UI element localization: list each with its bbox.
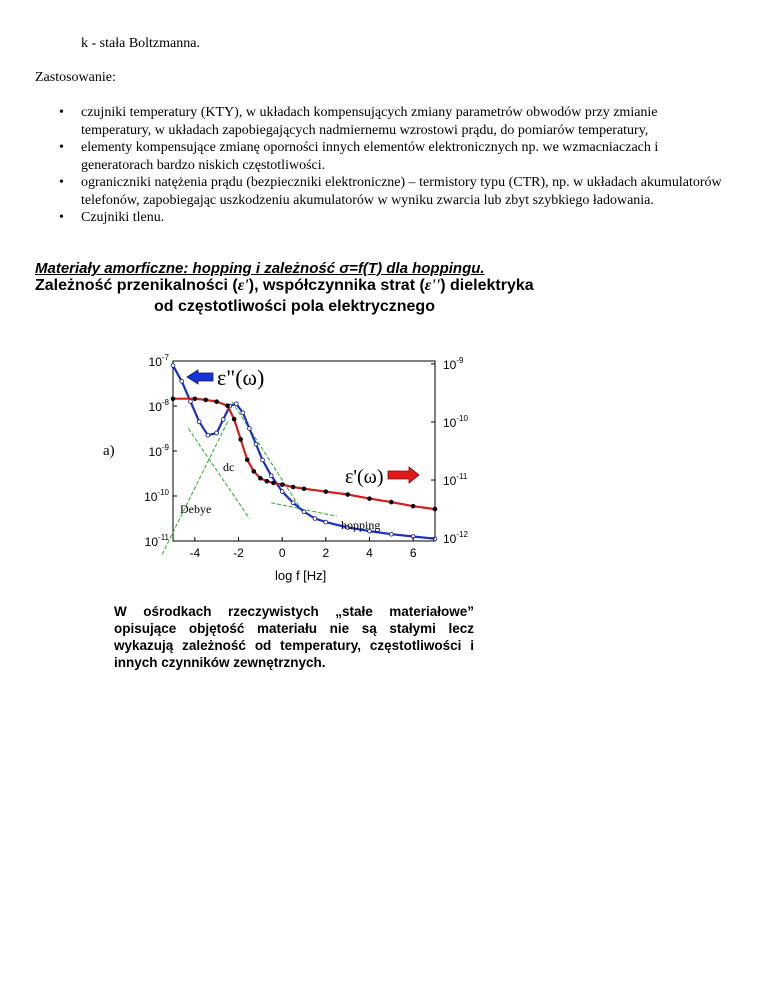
permittivity-data-point bbox=[265, 479, 269, 483]
permittivity-data-point bbox=[302, 487, 306, 491]
figure-title-part: Zależność przenikalności ( bbox=[35, 277, 238, 294]
section-title: Materiały amorficzne: hopping i zależność σ=f(T) dla hoppingu. bbox=[35, 260, 485, 277]
list-item-text: czujniki temperatury (KTY), w układach kompensujących zmiany parametrów obwodów przy zmianie temperatury, w układach zapobiegających nadmiernemu wzrostowi prądu, do pomiarów temperatury, bbox=[81, 105, 658, 138]
permittivity-data-point bbox=[258, 476, 262, 480]
list-item bbox=[55, 139, 725, 174]
left-y-axis bbox=[144, 353, 177, 549]
right-y-tick-label: $10^{-11}$ bbox=[443, 472, 468, 489]
right-arrow-icon bbox=[388, 467, 419, 483]
permittivity-data-point bbox=[411, 504, 415, 508]
figure-title-line-2: od częstotliwości pola elektrycznego bbox=[154, 298, 435, 315]
x-axis bbox=[189, 537, 416, 560]
left-y-tick-label: $10^{-11}$ bbox=[144, 533, 169, 549]
loss-data-point bbox=[254, 442, 258, 446]
panel-label: a) bbox=[103, 443, 115, 459]
bullet-icon: • bbox=[59, 210, 64, 225]
permittivity-data-point bbox=[272, 481, 276, 485]
permittivity-data-point bbox=[239, 437, 243, 441]
debye-label: Debye bbox=[180, 502, 212, 516]
permittivity-data-point bbox=[368, 497, 372, 501]
right-y-tick-label: $10^{-12}$ bbox=[443, 530, 468, 547]
applications-list bbox=[55, 104, 725, 227]
loss-data-point bbox=[241, 411, 245, 415]
loss-data-point bbox=[324, 520, 328, 524]
permittivity-data-point bbox=[215, 400, 219, 404]
bullet-icon: • bbox=[59, 105, 64, 120]
fit-lines bbox=[162, 402, 337, 555]
fit-line-debye bbox=[162, 422, 227, 555]
permittivity-curve bbox=[173, 399, 435, 509]
loss-data-point bbox=[280, 490, 284, 494]
x-tick-label: 0 bbox=[278, 546, 286, 560]
permittivity-curve-label: ε'(ω) bbox=[345, 466, 384, 488]
left-y-tick-label: $10^{-8}$ bbox=[148, 398, 169, 414]
left-arrow-icon bbox=[187, 370, 213, 384]
permittivity-data-point bbox=[346, 493, 350, 497]
list-item bbox=[55, 209, 725, 227]
permittivity-data-point bbox=[389, 500, 393, 504]
permittivity-data-point bbox=[204, 398, 208, 402]
x-axis-label: log f [Hz] bbox=[275, 568, 327, 583]
figure-title-part: ) dielektryka bbox=[440, 277, 534, 294]
list-item-text: ograniczniki natężenia prądu (bezpieczniki elektroniczne) – termistory typu (CTR), np. w układach akumulatorów telefonów, zapobiegając uszkodzeniu akumulatorów w wyniku zwarcia lub zbyt szybkiego ładowania. bbox=[81, 175, 722, 208]
loss-data-point bbox=[234, 402, 238, 406]
right-y-tick-label: $10^{-9}$ bbox=[443, 355, 464, 372]
permittivity-data-point bbox=[280, 483, 284, 487]
loss-data-point bbox=[313, 517, 317, 521]
permittivity-data-point bbox=[324, 490, 328, 494]
figure-caption: W ośrodkach rzeczywistych „stałe materiałowe” opisujące objętość materiału nie są stałymi lecz wykazują zależność od temperatury, częstotliwości i innych czynników zewnętrznych. bbox=[114, 604, 474, 670]
applications-heading: Zastosowanie: bbox=[35, 70, 116, 85]
loss-data-point bbox=[433, 537, 437, 541]
permittivity-data-point bbox=[433, 507, 437, 511]
right-y-axis bbox=[431, 356, 468, 546]
permittivity-data-point bbox=[193, 397, 197, 401]
loss-data-point bbox=[221, 418, 225, 422]
list-item-text: elementy kompensujące zmianę oporności innych elementów elektronicznych np. we wzmacniaczach i generatorach bardzo niskich częstotliwości. bbox=[81, 140, 659, 173]
loss-curve-label: ε"(ω) bbox=[217, 365, 265, 390]
left-y-tick-label: $10^{-9}$ bbox=[148, 443, 169, 459]
loss-data-point bbox=[206, 433, 210, 437]
permittivity-data-point bbox=[245, 458, 249, 462]
permittivity-data-point bbox=[226, 404, 230, 408]
loss-data-point bbox=[189, 400, 193, 404]
loss-data-point bbox=[261, 458, 265, 462]
loss-data-point bbox=[171, 364, 175, 368]
x-tick-label: 4 bbox=[366, 546, 373, 560]
left-y-tick-label: $10^{-10}$ bbox=[144, 488, 169, 504]
loss-data-point bbox=[291, 501, 295, 505]
right-y-tick-label: $10^{-10}$ bbox=[443, 413, 468, 430]
list-item bbox=[55, 174, 725, 209]
hopping-label: hopping bbox=[341, 518, 381, 532]
bullet-icon: • bbox=[59, 175, 64, 190]
permittivity-symbol: ε' bbox=[237, 277, 249, 294]
loss-data-point bbox=[197, 420, 201, 424]
loss-data-point bbox=[302, 510, 306, 514]
dielectric-chart bbox=[95, 340, 495, 590]
x-tick-label: -2 bbox=[233, 546, 244, 560]
figure-title-part: ), współczynnika strat ( bbox=[248, 277, 425, 294]
loss-data-point bbox=[248, 427, 252, 431]
loss-data-point bbox=[180, 379, 184, 383]
bullet-icon: • bbox=[59, 140, 64, 155]
left-y-tick-label: $10^{-7}$ bbox=[148, 353, 169, 369]
dc-label: dc bbox=[223, 460, 235, 474]
permittivity-data-point bbox=[232, 417, 236, 421]
boltzmann-constant-note: k - stała Boltzmanna. bbox=[81, 36, 200, 51]
loss-data-point bbox=[389, 532, 393, 536]
permittivity-data-point bbox=[171, 397, 175, 401]
x-tick-label: 2 bbox=[322, 546, 330, 560]
x-tick-label: 6 bbox=[409, 546, 417, 560]
fit-line-tail bbox=[232, 402, 304, 515]
figure-title-line-1 bbox=[35, 277, 534, 295]
x-tick-label: -4 bbox=[189, 546, 201, 560]
permittivity-data-point bbox=[252, 469, 256, 473]
list-item bbox=[55, 104, 725, 139]
loss-data-point bbox=[269, 474, 273, 478]
list-item-text: Czujniki tlenu. bbox=[81, 210, 165, 225]
loss-data-point bbox=[215, 431, 219, 435]
loss-factor-symbol: ε'' bbox=[424, 277, 441, 294]
permittivity-data-point bbox=[291, 485, 295, 489]
